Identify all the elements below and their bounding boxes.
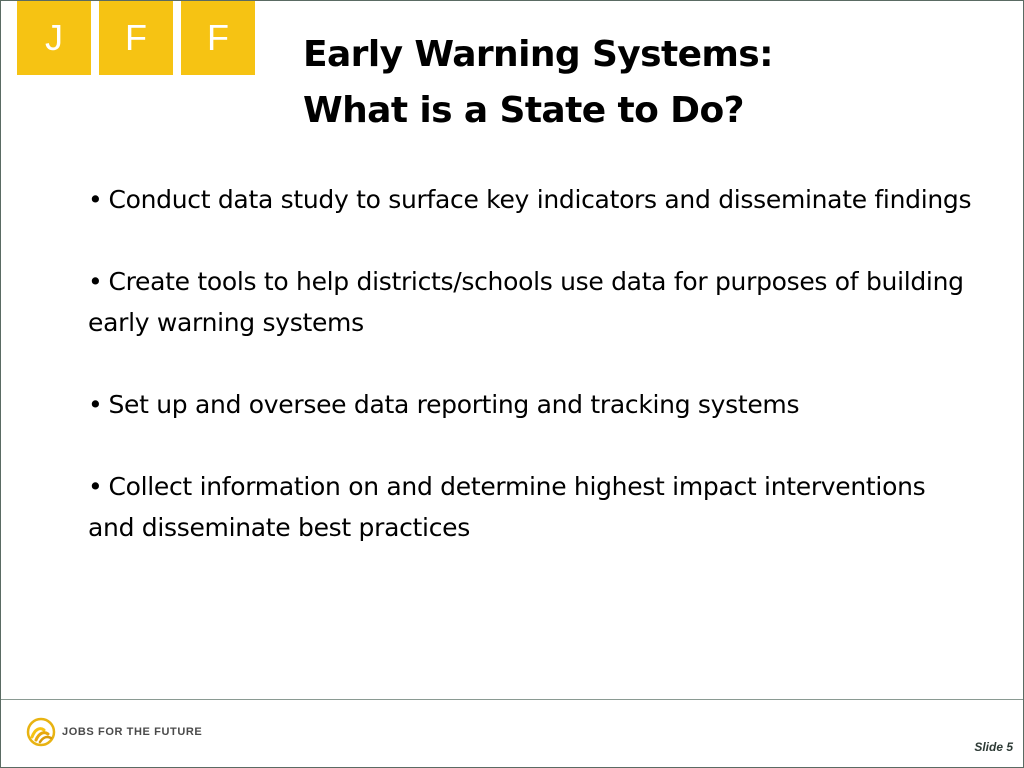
bullet-item — [88, 179, 978, 220]
slide-title-line-2: What is a State to Do? — [303, 90, 744, 131]
bullet-item — [88, 261, 978, 343]
bullet-dot: • — [88, 267, 103, 296]
bullet-dot: • — [88, 185, 103, 214]
bullet-text: Conduct data study to surface key indicators and disseminate findings — [108, 185, 972, 214]
logo-box-f2: F — [181, 1, 255, 75]
logo-box-j: J — [17, 1, 91, 75]
bullet-text: Collect information on and determine highest impact interventions and disseminate best practices — [88, 472, 926, 542]
bullet-text: Set up and oversee data reporting and tracking systems — [108, 390, 800, 419]
bullet-text: Create tools to help districts/schools use data for purposes of building early warning systems — [88, 267, 964, 337]
jff-swirl-icon — [26, 717, 56, 747]
slide-title-line-1: Early Warning Systems: — [303, 34, 773, 75]
bullet-item — [88, 384, 978, 425]
slide-title — [303, 27, 773, 139]
slide-number: Slide 5 — [974, 740, 1013, 754]
bullet-dot: • — [88, 390, 103, 419]
footer-logo — [26, 717, 202, 747]
footer-divider — [1, 699, 1023, 700]
bullet-dot: • — [88, 472, 103, 501]
bullet-list — [88, 179, 978, 589]
logo-box-f1: F — [99, 1, 173, 75]
bullet-item — [88, 466, 978, 548]
footer-logo-text: JOBS FOR THE FUTURE — [62, 726, 203, 738]
